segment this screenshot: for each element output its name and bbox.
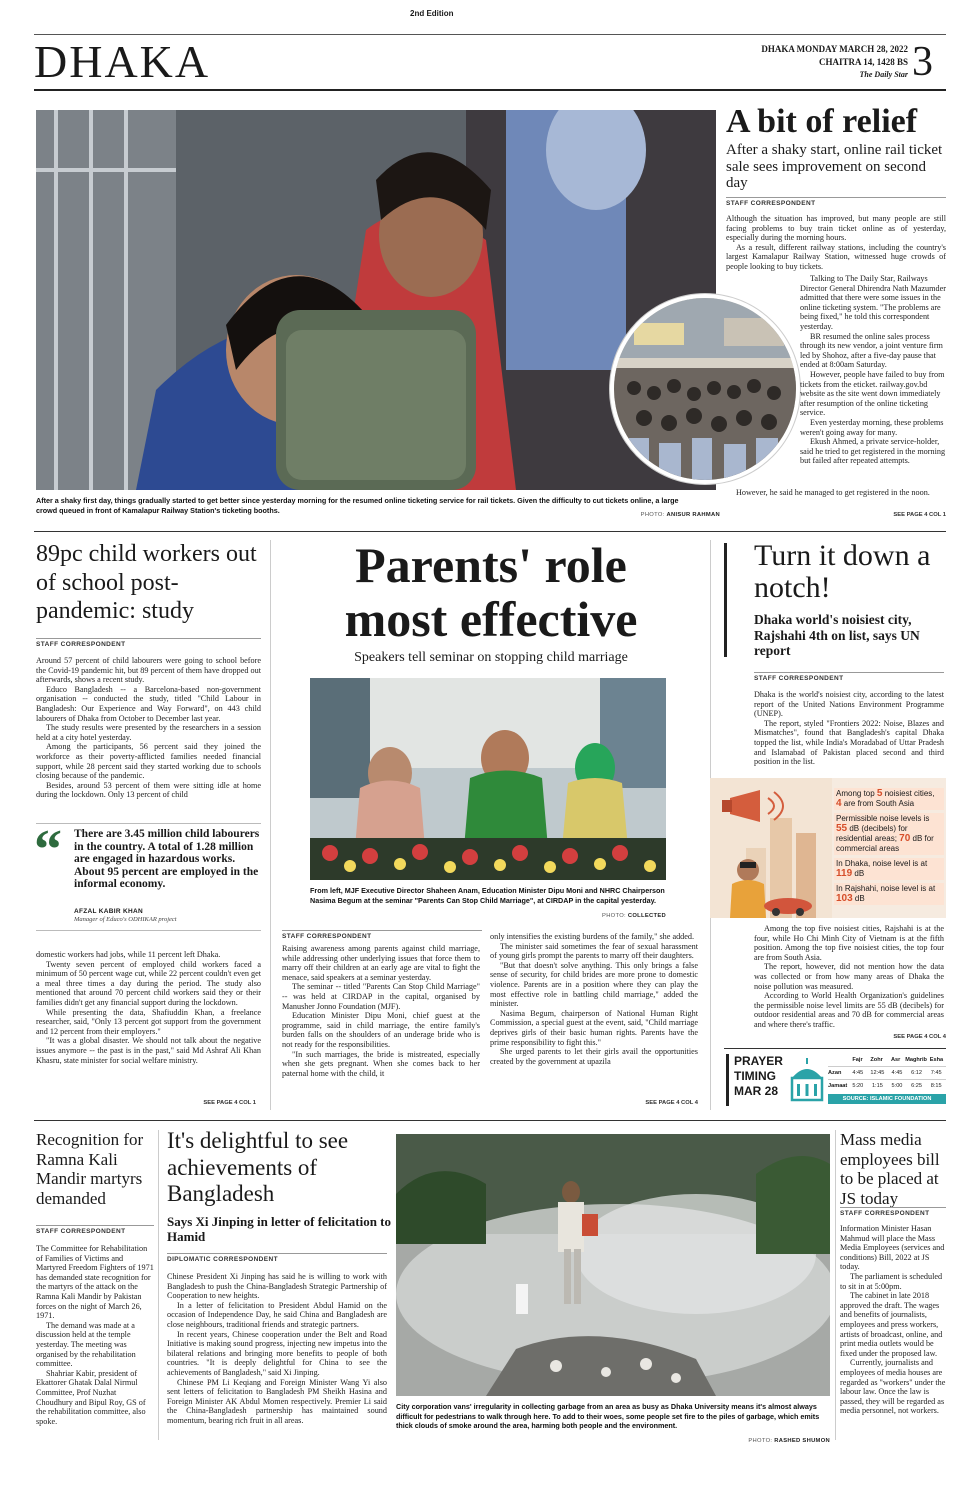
child-para-1: Around 57 percent of child labourers were going to school before the Covid-19 pandemic hit, but 89 percent of them have dropped out afterwards, shows a recent study. [36, 656, 261, 685]
media-body [840, 1224, 946, 1416]
parents-headline-1: Parents' role [355, 537, 627, 593]
prayer-cell: 7:45 [930, 1070, 942, 1076]
parents-para-8: Nasima Begum, chairperson of National Human Right Commission, a special guest at the event, said, "Child marriage deprives girls of their basic human rights. Parents have the prime responsibility to fight this." [490, 1008, 698, 1047]
seminar-photo [310, 678, 666, 880]
info-text: Permissible noise levels is [836, 814, 930, 823]
media-para-4: Currently, journalists and employees of media houses are regarded as "workers" under the labour law. Once the law is passed, they will be regarded as media personnel, not workers. [840, 1358, 946, 1416]
masthead-top-rule [34, 34, 946, 35]
prayer-row-label: Jamaat [828, 1083, 848, 1089]
media-para-2: The parliament is scheduled to sit in at 5:00pm. [840, 1271, 943, 1291]
noise-see-page[interactable]: SEE PAGE 4 COL 4 [893, 1034, 946, 1040]
info-text: dB [852, 894, 865, 903]
prayer-title [734, 1054, 783, 1099]
prayer-header-cell: Fajr [852, 1057, 863, 1063]
credit-label: PHOTO: [640, 512, 665, 518]
xi-para-4: Chinese PM Li Keqiang and Foreign Minister Wang Yi also sent letters of felicitation to Bangladesh PM Sheikh Hasina and Foreign Minister AK Abdul Momen respectively. Premier Li said the China-Bangladesh partnership has maintained sound momentum, bearing rich fruit in all areas. [167, 1377, 387, 1425]
noise-infographic [710, 778, 946, 918]
media-para-3: The cabinet in late 2018 approved the draft. The wages and benefits of journalists, employees and press workers, artists of broadcast, online, and print media outlets would be fixed under the proposed law. [840, 1291, 943, 1358]
prayer-row-jamaat [828, 1079, 946, 1092]
info-text: noisiest cities, [882, 789, 935, 798]
col-divider-c [158, 1130, 159, 1440]
prayer-cell: 6:12 [911, 1070, 923, 1076]
lead-body-top [726, 214, 946, 272]
quote-mark-icon: “ [34, 819, 62, 881]
xi-para-3: In recent years, Chinese cooperation under the Belt and Road Initiative is making sound progress, injecting new impetus into the bilateral relations and bringing more benefits to people of both countries. "It is deeply delightful for China to see the achievements of Bangladesh," said Xi Jinping. [167, 1329, 387, 1377]
info-value: 55 [836, 823, 848, 834]
parents-byline: STAFF CORRESPONDENT [282, 930, 482, 940]
noise-para-3: Among the top five noisiest cities, Rajshahi is at the four, while Ho Chi Minh City of Vietnam is at the fifth position. Among the top five noisiest cities, the top four are from South Asia. [754, 924, 944, 962]
prayer-header-cell: Maghrib [905, 1057, 927, 1063]
lead-para-4: BR resumed the online sales process through its new vendor, a joint venture firm led by Shohoz, after a five-day pause that ended at 8:00am Saturday. [800, 331, 943, 370]
quote-top-rule [36, 823, 261, 824]
noise-info-list [834, 788, 944, 905]
lead-deck: After a shaky start, online rail ticket sale sees improvement on second day [726, 142, 943, 191]
prayer-cell: 1:15 [871, 1083, 883, 1089]
child-pull-quote: There are 3.45 million child labourers in the country. A total of 1.28 million are engaged in hazardous works. About 95 percent are employed in the informal economy. [74, 828, 260, 890]
inset-crowd-photo [610, 294, 800, 484]
prayer-header-cell: Zohr [870, 1057, 883, 1063]
parents-deck: Speakers tell seminar on stopping child marriage [354, 650, 628, 665]
ramna-body [36, 1244, 154, 1426]
noise-para-1: Dhaka is the world's noisiest city, according to the latest report of the United Nations Environment Programme (UNEP). [754, 690, 944, 719]
prayer-title-line: TIMING [734, 1069, 776, 1083]
media-para-1: Information Minister Hasan Mahmud will place the Mass Media Employees (services and conditions) Bill, 2022 at JS today. [840, 1224, 945, 1272]
parents-para-6: The minister said sometimes the fear of sexual harassment of young girls prompt the parents to marry off their daughters. [490, 941, 698, 961]
credit-label: PHOTO: [748, 1438, 773, 1444]
lead-photo-credit [590, 512, 720, 518]
parents-para-9: She urged parents to let their girls avail the opportunities created by the government at upazila [490, 1047, 698, 1066]
parents-para-2: The seminar -- titled "Parents Can Stop Child Marriage" -- was held at CIRDAP in the capital, organised by Manusher Jonno Foundation (MJF). [282, 982, 480, 1011]
prayer-header-cell: Esha [929, 1057, 944, 1063]
xi-body [167, 1272, 387, 1426]
noise-byline: STAFF CORRESPONDENT [754, 672, 944, 682]
lead-photo-caption: After a shaky first day, things gradually started to get better since yesterday morning for the resumed online ticketing service for rail tickets. Given the difficulty to cut tickets online, a large crowd queued in front of Kamalapur Railway Station's ticketing booths. [36, 496, 679, 515]
parents-para-3: Education Minister Dipu Moni, chief guest at the programme, said in child marriage, the entire family's burden falls on the shoulders of an underage bride who is not ready for the responsibilities. [282, 1011, 480, 1049]
info-text: In Rajshahi, noise level is at [836, 884, 936, 893]
mosque-icon [786, 1058, 828, 1102]
noise-left-bar [724, 543, 727, 657]
prayer-table [828, 1054, 946, 1104]
garbage-caption: City corporation vans' irregularity in collecting garbage from an area as busy as Dhaka University means it's almost always difficult for pedestrians to walk through here. To add to their woes, some people set fire to the piles of garbage, which emits thick clouds of smoke around the area, harming both people and the environment. [396, 1402, 820, 1430]
parents-para-7: "But that doesn't solve anything. This only brings a false sense of security, for child brides are more prone to domestic violence. Parents are in a position where they can play the most effective role in battling child marriage," added the minister. [490, 960, 698, 1009]
seminar-credit [560, 913, 666, 919]
prayer-row-azan [828, 1066, 946, 1079]
child-para-8: While presenting the data, Shafiuddin Khan, a freelance researcher, said, "Only 13 percent got support from the government and 12 percent from their employers." [36, 1007, 261, 1036]
prayer-cell: 6:25 [911, 1083, 923, 1089]
date-line: DHAKA MONDAY MARCH 28, 2022 [761, 44, 908, 54]
page-number: 3 [912, 39, 933, 85]
parents-col-1 [282, 944, 480, 1078]
prayer-left-bar [726, 1054, 729, 1106]
ramna-para-1: The Committee for Rehabilitation of Families of Victims and Martyred Freedom Fighters of 1971 has demanded state recognition for the martyrs of the attack on the Ramna Kali Mandir by Pakistan forces on the night of March 26, 1971. [36, 1244, 154, 1321]
prayer-source: SOURCE: ISLAMIC FOUNDATION [828, 1094, 946, 1104]
credit-name: COLLECTED [627, 913, 666, 919]
xi-byline: DIPLOMATIC CORRESPONDENT [167, 1253, 387, 1263]
info-text: In Dhaka, noise level is at [836, 859, 928, 868]
lead-para-8: However, he said he managed to get registered in the noon. [736, 488, 930, 497]
media-byline: STAFF CORRESPONDENT [840, 1207, 946, 1217]
child-para-6: domestic workers had jobs, while 11 percent left Dhaka. [36, 950, 221, 959]
section-divider-2 [34, 1120, 946, 1121]
prayer-top-rule [724, 1048, 946, 1049]
noise-body [754, 690, 944, 767]
noise-para-2: The report, styled "Frontiers 2022: Noise, Blazes and Mismatches", found that Bangladesh's capital Dhaka topped the list, while India's Moradabad of Uttar Pradesh and Islamabad of Pakistan placed second and third position in the list. [754, 718, 944, 767]
noise-info-1 [834, 788, 944, 810]
prayer-cell: 5:00 [891, 1083, 903, 1089]
lead-body-wrap [800, 274, 946, 466]
info-value: 70 [899, 833, 911, 844]
col-divider-d [835, 1130, 836, 1440]
lead-para-1: Although the situation has improved, but many people are still facing problems to buy train ticket online as of yesterday, especially during the morning hours. [726, 214, 946, 243]
noise-deck: Dhaka world's noisiest city, Rajshahi 4th on list, says UN report [754, 612, 920, 658]
prayer-cell: 4:45 [852, 1070, 864, 1076]
prayer-title-line: PRAYER [734, 1054, 783, 1068]
prayer-cell: 8:15 [930, 1083, 942, 1089]
info-text: dB [852, 869, 865, 878]
lead-para-7: Ekush Ahmed, a private service-holder, said he tried to get registered in the morning but failed after repeated attempts. [800, 437, 946, 466]
paper-name: The Daily Star [859, 70, 908, 79]
parents-headline-2: most effective [344, 591, 638, 647]
lead-para-2: As a result, different railway stations, including the country's largest Kamalapur Railway Station, witnessed huge crowds of people looking to buy tickets. [726, 242, 946, 271]
lead-byline: STAFF CORRESPONDENT [726, 197, 946, 207]
ramna-para-2: The demand was made at a discussion held at the temple yesterday. The meeting was organised by the rehabilitation committee. [36, 1320, 136, 1369]
child-para-9: "It was a global disaster. We should not talk about the negative issues anymore -- the past is in the past," said Md Ashraf Ali Khan Khasru, state minister for social welfare ministry. [36, 1036, 261, 1065]
noise-headline: Turn it down a notch! [754, 539, 931, 604]
bangla-date: CHAITRA 14, 1428 BS [818, 57, 908, 67]
prayer-row-label: Azan [828, 1070, 842, 1076]
parents-col-2 [490, 932, 698, 1066]
noise-info-2 [834, 813, 944, 855]
lead-headline: A bit of relief [726, 103, 918, 140]
child-byline: STAFF CORRESPONDENT [36, 638, 261, 648]
lead-para-6: Even yesterday morning, these problems weren't going away for many. [800, 417, 944, 437]
info-text: dB for commercial areas [836, 834, 934, 853]
child-para-2: Educo Bangladesh -- a Barcelona-based non-government organisation -- conducted the study, titled "Child Labour in Bangladesh: Our Experience and Way Forward", on 443 child labourers of Dhaka from October to December last year. [36, 684, 261, 723]
noise-info-4 [834, 883, 944, 905]
ramna-byline: STAFF CORRESPONDENT [36, 1225, 154, 1235]
child-para-4: Among the participants, 56 percent said they joined the workforce as their poverty-afflicted families needed financial support, while 28 percent said they started working due to schools closing because of the pandemic. [36, 742, 261, 781]
parents-para-4: "In such marriages, the bride is mistreated, especially when she gets pregnant. When she comes back to her paternal home with the child, it [282, 1049, 480, 1078]
child-headline: 89pc child workers out of school post-pandemic: study [36, 541, 257, 624]
garbage-photo [396, 1134, 830, 1396]
child-body-2 [36, 950, 261, 1065]
col-divider-a [270, 540, 271, 1110]
child-see-page[interactable]: SEE PAGE 4 COL 1 [203, 1100, 256, 1106]
info-value: 5 [876, 788, 883, 799]
xi-para-1: Chinese President Xi Jinping has said he is willing to work with Bangladesh to push the China-Bangladesh Strategic Partnership of Cooperation to new heights. [167, 1272, 387, 1301]
lead-para-5: However, people have failed to buy from tickets from the eticket. railway.gov.bd website as the site went down immediately after resumption of the online ticketing service. [800, 369, 945, 418]
edition-label: 2nd Edition [410, 9, 454, 18]
child-para-5: Besides, around 53 percent of them were sitting idle at home during the lockdown. Only 13 percent of child [36, 780, 261, 800]
child-para-3: The study results were presented by the researchers in a session held at a city hotel yesterday. [36, 723, 261, 742]
prayer-header-cell: Asr [890, 1057, 901, 1063]
prayer-cell: 5:20 [852, 1083, 864, 1089]
masthead-bottom-rule [34, 89, 946, 91]
lead-see-page[interactable]: SEE PAGE 4 COL 1 [893, 512, 946, 518]
credit-name: ANISUR RAHMAN [666, 512, 720, 518]
credit-name: RASHED SHUMON [774, 1438, 830, 1444]
prayer-cell: 4:45 [891, 1070, 903, 1076]
info-value: 4 [836, 798, 842, 809]
parents-para-5: only intensifies the existing burdens of the family," she added. [490, 932, 695, 941]
parents-para-1: Raising awareness among parents against child marriage, while addressing other underlying issues that force them to marry off their children at an early age are vital to fight the menace, said speakers at a seminar yesterday. [282, 944, 480, 982]
section-title: DHAKA [34, 36, 211, 87]
credit-label: PHOTO: [602, 913, 626, 919]
xi-para-2: In a letter of felicitation to President Abdul Hamid on the occasion of Independence Day, he said China and Bangladesh are close neighbours, traditional friends and strategic partners. [167, 1300, 387, 1329]
quote-role: Manager of Educo's ODHIKAR project [74, 916, 177, 923]
noise-para-5: According to World Health Organization's guidelines the permissible noise level limits are 55 dB (decibels) for outdoor residential areas and 70 dB for commercial areas and where there's traffic. [754, 991, 944, 1029]
noise-para-4: The report, however, did not mention how the data was collected or from how many areas of Dhaka the noise pollution was measured. [754, 962, 944, 991]
ramna-para-3: Shahriar Kabir, president of Ekattorer Ghatak Dalal Nirmul Committee, Prof Nuzhat Choudhury and Bipul Roy, GS of the rehabilitation committee, also spoke. [36, 1368, 146, 1426]
noise-body-2 [754, 924, 944, 1030]
info-text: dB (decibels) for residential areas; [836, 824, 908, 843]
xi-deck: Says Xi Jinping in letter of felicitation to Hamid [167, 1214, 392, 1244]
noise-info-3 [834, 858, 944, 880]
media-headline: Mass media employees bill to be placed at JS today [840, 1130, 940, 1208]
child-body [36, 656, 261, 800]
quote-name: AFZAL KABIR KHAN [74, 908, 143, 915]
info-value: 103 [836, 893, 853, 904]
info-text: Among top [836, 789, 877, 798]
garbage-credit [690, 1438, 830, 1444]
info-value: 119 [836, 868, 853, 879]
prayer-header-row [828, 1054, 946, 1066]
child-para-7: Twenty seven percent of employed child workers faced a minimum of 50 percent wage cut, while 22 percent couldn't even get a meal three times a day during the period. The study also mentioned that around 70 percent child workers said they or their families didn't get any financial support during the lockdown. [36, 959, 261, 1007]
lead-para-3: Talking to The Daily Star, Railways Director General Dhirendra Nath Mazumder admitted that there were some issues in the online ticketing system. "The problems are being fixed," he told this correspondent yesterday. [800, 274, 946, 331]
xi-headline: It's delightful to see achievements of Bangladesh [167, 1128, 349, 1206]
section-divider-1 [34, 531, 946, 532]
seminar-caption: From left, MJF Executive Director Shaheen Anam, Education Minister Dipu Moni and NHRC Chairperson Nasima Begum at the seminar "Parents Can Stop Child Marriage", at CIRDAP in the capital yesterday. [310, 886, 665, 905]
info-text: are from South Asia [841, 799, 915, 808]
prayer-cell: 12:45 [870, 1070, 885, 1076]
prayer-title-line: MAR 28 [734, 1084, 779, 1098]
quote-bottom-rule [36, 930, 261, 931]
ramna-headline: Recognition for Ramna Kali Mandir martyrs demanded [36, 1130, 144, 1208]
parents-see-page[interactable]: SEE PAGE 4 COL 4 [645, 1100, 698, 1106]
lead-body-tail [726, 488, 946, 498]
lead-photo [36, 110, 716, 490]
